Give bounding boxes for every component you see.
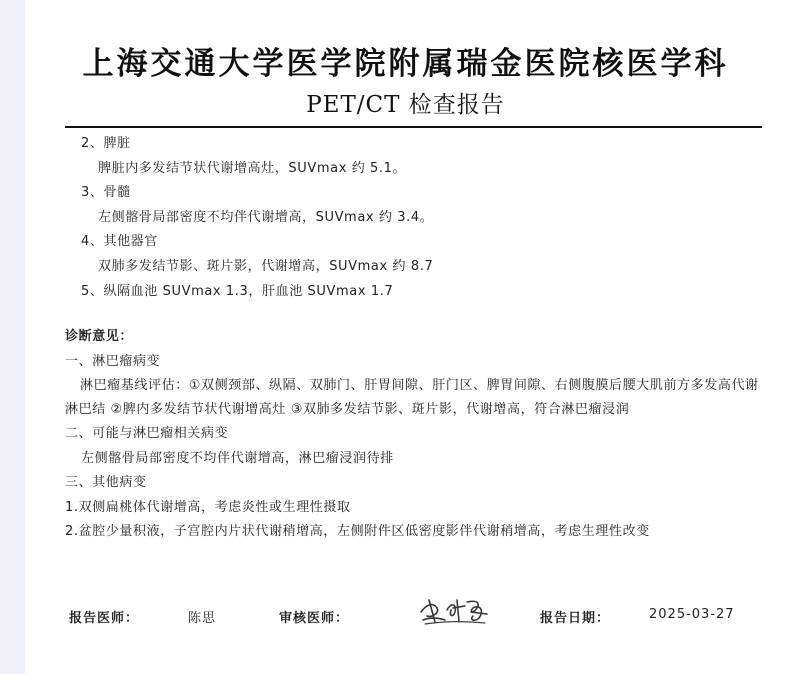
- finding-spleen-text: 脾脏内多发结节状代谢增高灶，SUVmax 约 5.1。: [98, 160, 407, 176]
- report-page: [25, 0, 786, 674]
- reporter-name: 陈思: [188, 611, 217, 626]
- reviewer-label: 审核医师：: [279, 611, 350, 626]
- finding-other-text: 双肺多发结节影、斑片影，代谢增高，SUVmax 约 8.7: [98, 258, 434, 274]
- finding-marrow-heading: 3、骨髓: [81, 185, 131, 201]
- finding-marrow-text: 左侧髂骨局部密度不均伴代谢增高，SUVmax 约 3.4。: [98, 209, 434, 225]
- diagnosis-s3-heading: 三、其他病变: [65, 475, 147, 491]
- hospital-name: 上海交通大学医学院附属瑞金医院核医学科: [82, 46, 729, 82]
- date-label: 报告日期：: [540, 611, 611, 626]
- diagnosis-s1-text: 淋巴瘤基线评估：①双侧颈部、纵隔、双肺门、肝胃间隙、肝门区、脾胃间隙、右侧腹膜后腰大肌前方多发高代谢淋巴结 ②脾内多发结节状代谢增高灶 ③双肺多发结节影、斑片影，代谢增高，符合淋巴瘤浸润: [65, 378, 759, 418]
- report-title: PET/CT 检查报告: [306, 92, 505, 118]
- diagnosis-s1-heading: 一、淋巴瘤病变: [65, 353, 161, 369]
- report-body: [65, 132, 765, 545]
- diagnosis-heading: 诊断意见：: [65, 329, 134, 345]
- diagnosis-s2-heading: 二、可能与淋巴瘤相关病变: [65, 425, 229, 441]
- reporter-label: 报告医师：: [69, 611, 140, 626]
- finding-other-heading: 4、其他器官: [81, 234, 158, 250]
- diagnosis-s3-item-2: 2.盆腔少量积液，子宫腔内片状代谢稍增高，左侧附件区低密度影伴代谢稍增高，考虑生理性改变: [65, 524, 650, 540]
- reviewer-signature: [415, 590, 495, 630]
- diagnosis-s3-item-1: 1.双侧扁桃体代谢增高，考虑炎性或生理性摄取: [65, 499, 351, 515]
- finding-spleen-heading: 2、脾脏: [81, 136, 131, 151]
- report-footer: [25, 603, 786, 627]
- finding-blood-pool: 5、纵隔血池 SUVmax 1.3，肝血池 SUVmax 1.7: [81, 283, 394, 299]
- report-date: 2025-03-27: [649, 607, 735, 622]
- header-divider: [65, 126, 762, 128]
- diagnosis-s2-text: 左侧髂骨局部密度不均伴代谢增高，淋巴瘤浸润待排: [81, 450, 394, 466]
